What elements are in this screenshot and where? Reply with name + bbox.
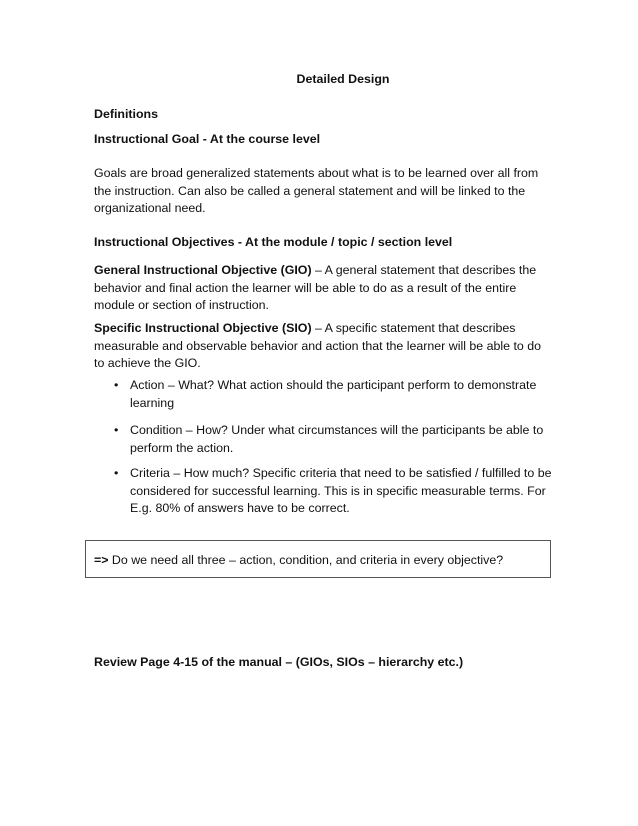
callout-question: Do we need all three – action, condition, and criteria in every objective? xyxy=(108,553,504,567)
list-item-text: Condition – How? Under what circumstances will the participants be able to perform the action. xyxy=(130,423,544,455)
list-item-text: Criteria – How much? Specific criteria that need to be satisfied / fulfilled to be considered for successful learning. This is in specific measurable terms. For E.g. 80% of answers have to be correct. xyxy=(130,466,552,515)
bullet-icon: • xyxy=(114,466,119,480)
arrow-icon: => xyxy=(94,553,109,567)
criteria-list-2 xyxy=(94,422,554,457)
question-callout-box xyxy=(85,540,551,578)
gio-paragraph xyxy=(94,262,554,315)
list-item-criteria xyxy=(94,465,554,518)
criteria-list xyxy=(94,377,554,412)
definitions-heading: Definitions xyxy=(94,107,159,121)
review-note: Review Page 4-15 of the manual – (GIOs, SIOs – hierarchy etc.) xyxy=(94,655,464,669)
bullet-icon: • xyxy=(114,378,119,392)
sio-definition: – A specific statement that describes measurable and observable behavior and action that the learner will be able to do to achieve the GIO. xyxy=(94,321,542,370)
list-item-text: Action – What? What action should the participant perform to demonstrate learning xyxy=(130,378,537,410)
gio-definition: – A general statement that describes the behavior and final action the learner will be able to do as a result of the entire module or section of instruction. xyxy=(94,263,537,312)
sio-term: Specific Instructional Objective (SIO) xyxy=(94,321,312,335)
criteria-list-3 xyxy=(94,465,554,518)
goal-heading: Instructional Goal - At the course level xyxy=(94,132,321,146)
objectives-heading: Instructional Objectives - At the module / topic / section level xyxy=(94,235,453,249)
document-title: Detailed Design xyxy=(296,72,390,86)
goal-paragraph: Goals are broad generalized statements about what is to be learned over all from the instruction. Can also be called a general statement and will be linked to the organizational need. xyxy=(94,166,539,215)
bullet-icon: • xyxy=(114,423,119,437)
gio-term: General Instructional Objective (GIO) xyxy=(94,263,312,277)
list-item-condition xyxy=(94,422,554,457)
list-item-action xyxy=(94,377,554,412)
sio-paragraph xyxy=(94,320,554,373)
